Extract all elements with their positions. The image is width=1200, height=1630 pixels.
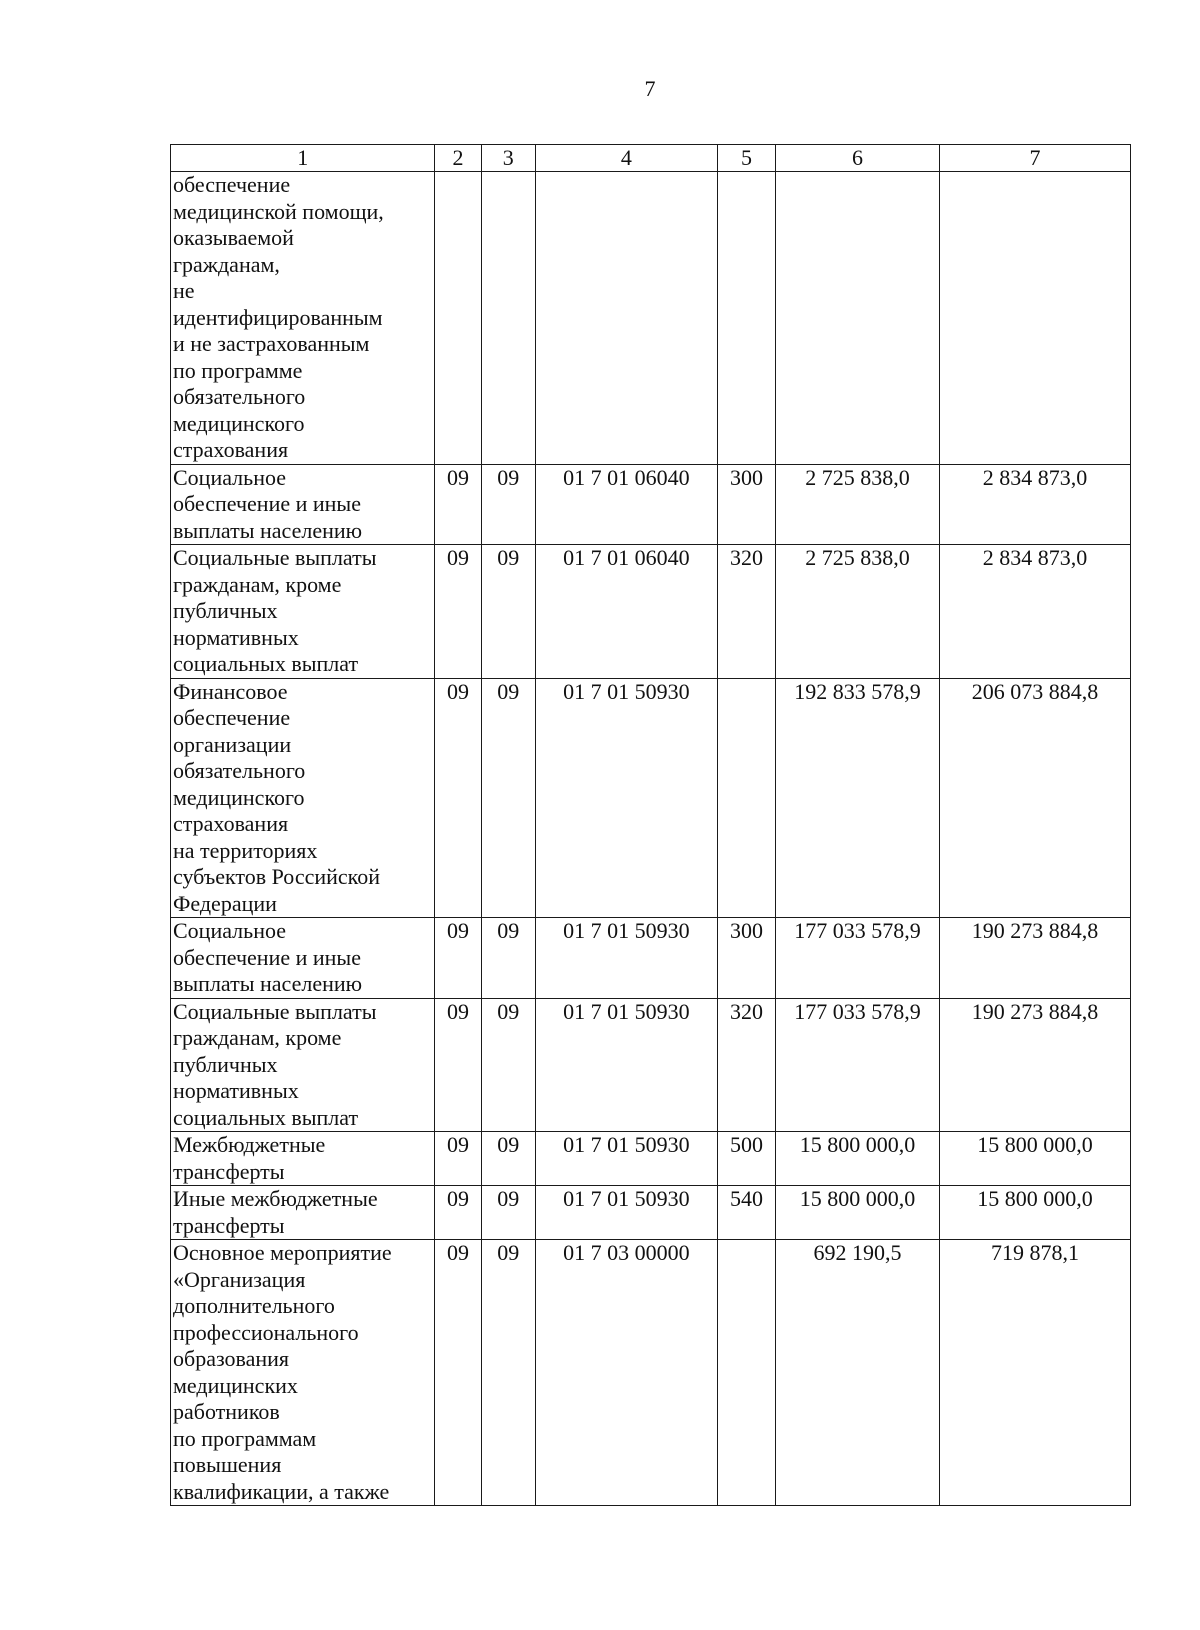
target-article-cell [535, 172, 717, 465]
row-name-line: публичных [173, 598, 278, 623]
header-col-6: 6 [776, 145, 940, 172]
row-name-line: оказываемой [173, 225, 294, 250]
table-row [171, 464, 1131, 545]
section-code-cell: 09 [435, 1240, 481, 1506]
amount-year2-cell: 719 878,1 [939, 1240, 1130, 1506]
amount-year1-cell: 192 833 578,9 [776, 678, 940, 918]
target-article-cell: 01 7 01 50930 [535, 918, 717, 999]
row-name-line: Межбюджетные [173, 1132, 326, 1157]
row-name-cell [171, 1132, 435, 1186]
amount-year2-cell: 2 834 873,0 [939, 545, 1130, 679]
row-name-cell [171, 678, 435, 918]
amount-year1-cell: 177 033 578,9 [776, 918, 940, 999]
row-name-line: дополнительного [173, 1293, 335, 1318]
row-name-cell [171, 1240, 435, 1506]
row-name-line: медицинских [173, 1372, 298, 1398]
table-row [171, 172, 1131, 465]
section-code-cell: 09 [435, 1132, 481, 1186]
page-number: 7 [644, 76, 656, 101]
table-header-row [171, 145, 1131, 172]
row-name-line: обеспечение и иные [173, 944, 361, 970]
row-name-line: Основное мероприятие [173, 1240, 392, 1265]
row-name-line: медицинской помощи, [173, 198, 384, 224]
section-code-cell [435, 172, 481, 465]
row-name-cell [171, 1186, 435, 1240]
section-code-cell: 09 [435, 464, 481, 545]
expense-type-cell [717, 172, 775, 465]
header-col-7: 7 [939, 145, 1130, 172]
row-name-line: социальных выплат [173, 1104, 359, 1130]
amount-year1-cell: 2 725 838,0 [776, 464, 940, 545]
table-row [171, 678, 1131, 918]
row-name-line: трансферты [173, 1212, 285, 1238]
row-name-line: обеспечение и иные [173, 491, 361, 516]
target-article-cell: 01 7 03 00000 [535, 1240, 717, 1506]
row-name-line: выплаты населению [173, 971, 363, 996]
row-name-line: по программам [173, 1425, 317, 1451]
row-name-line: Социальное [173, 918, 286, 943]
row-name-line: Иные межбюджетные [173, 1186, 378, 1211]
row-name-line: гражданам, кроме [173, 571, 342, 597]
section-code-cell: 09 [435, 918, 481, 999]
row-name-line: образования [173, 1346, 290, 1371]
table-row [171, 545, 1131, 679]
expense-type-cell: 500 [717, 1132, 775, 1186]
target-article-cell: 01 7 01 50930 [535, 678, 717, 918]
amount-year1-cell [776, 172, 940, 465]
section-code-cell: 09 [435, 1186, 481, 1240]
amount-year2-cell: 190 273 884,8 [939, 918, 1130, 999]
header-col-2: 2 [435, 145, 481, 172]
header-col-5: 5 [717, 145, 775, 172]
row-name-cell [171, 464, 435, 545]
amount-year1-cell: 15 800 000,0 [776, 1132, 940, 1186]
target-article-cell: 01 7 01 50930 [535, 998, 717, 1132]
expense-type-cell: 300 [717, 918, 775, 999]
row-name-line: квалификации, а также [173, 1478, 390, 1504]
header-col-4: 4 [535, 145, 717, 172]
subsection-code-cell: 09 [481, 678, 535, 918]
amount-year1-cell: 177 033 578,9 [776, 998, 940, 1132]
header-col-3: 3 [481, 145, 535, 172]
amount-year2-cell: 15 800 000,0 [939, 1186, 1130, 1240]
row-name-line: профессионального [173, 1319, 359, 1345]
expense-type-cell: 540 [717, 1186, 775, 1240]
row-name-line: по программе [173, 357, 303, 383]
row-name-line: гражданам, [173, 251, 280, 277]
target-article-cell: 01 7 01 06040 [535, 545, 717, 679]
row-name-cell [171, 172, 435, 465]
subsection-code-cell: 09 [481, 464, 535, 545]
amount-year2-cell: 15 800 000,0 [939, 1132, 1130, 1186]
row-name-line: организации [173, 731, 292, 757]
table-row [171, 1240, 1131, 1506]
subsection-code-cell: 09 [481, 1240, 535, 1506]
row-name-line: трансферты [173, 1158, 285, 1184]
row-name-line: медицинского [173, 784, 305, 810]
row-name-line: Финансовое [173, 678, 288, 704]
amount-year2-cell: 190 273 884,8 [939, 998, 1130, 1132]
subsection-code-cell: 09 [481, 918, 535, 999]
row-name-cell [171, 918, 435, 999]
expense-type-cell: 300 [717, 464, 775, 545]
section-code-cell: 09 [435, 545, 481, 679]
row-name-line: страхования [173, 811, 289, 836]
row-name-line: нормативных [173, 624, 299, 650]
row-name-line: социальных выплат [173, 651, 359, 676]
amount-year2-cell: 206 073 884,8 [939, 678, 1130, 918]
section-code-cell: 09 [435, 678, 481, 918]
row-name-line: Социальные выплаты [173, 998, 377, 1024]
row-name-line: страхования [173, 437, 289, 462]
row-name-line: «Организация [173, 1266, 306, 1292]
row-name-line: Социальное [173, 464, 286, 490]
row-name-line: работников [173, 1399, 280, 1424]
target-article-cell: 01 7 01 06040 [535, 464, 717, 545]
expense-type-cell [717, 678, 775, 918]
row-name-line: обязательного [173, 758, 306, 783]
row-name-line: медицинского [173, 410, 305, 436]
row-name-line: идентифицированным [173, 304, 383, 330]
subsection-code-cell: 09 [481, 1186, 535, 1240]
budget-table [170, 144, 1131, 1506]
expense-type-cell [717, 1240, 775, 1506]
subsection-code-cell: 09 [481, 998, 535, 1132]
row-name-cell [171, 998, 435, 1132]
subsection-code-cell: 09 [481, 1132, 535, 1186]
target-article-cell: 01 7 01 50930 [535, 1132, 717, 1186]
table-row [171, 918, 1131, 999]
section-code-cell: 09 [435, 998, 481, 1132]
table-body [171, 172, 1131, 1506]
target-article-cell: 01 7 01 50930 [535, 1186, 717, 1240]
expense-type-cell: 320 [717, 998, 775, 1132]
header-col-1: 1 [171, 145, 435, 172]
amount-year1-cell: 15 800 000,0 [776, 1186, 940, 1240]
subsection-code-cell [481, 172, 535, 465]
table-row [171, 998, 1131, 1132]
amount-year2-cell [939, 172, 1130, 465]
row-name-line: не [173, 278, 195, 303]
amount-year2-cell: 2 834 873,0 [939, 464, 1130, 545]
row-name-line: субъектов Российской [173, 864, 381, 889]
subsection-code-cell: 09 [481, 545, 535, 679]
row-name-line: публичных [173, 1051, 278, 1077]
amount-year1-cell: 2 725 838,0 [776, 545, 940, 679]
table-row [171, 1186, 1131, 1240]
row-name-line: гражданам, кроме [173, 1025, 342, 1050]
row-name-line: выплаты населению [173, 517, 363, 543]
row-name-line: нормативных [173, 1078, 299, 1103]
table-row [171, 1132, 1131, 1186]
row-name-line: обязательного [173, 384, 306, 409]
row-name-line: повышения [173, 1452, 282, 1477]
row-name-line: обеспечение [173, 172, 291, 197]
row-name-line: обеспечение [173, 705, 291, 730]
row-name-line: на территориях [173, 837, 318, 863]
row-name-cell [171, 545, 435, 679]
amount-year1-cell: 692 190,5 [776, 1240, 940, 1506]
row-name-line: и не застрахованным [173, 331, 370, 356]
expense-type-cell: 320 [717, 545, 775, 679]
row-name-line: Федерации [173, 890, 277, 916]
row-name-line: Социальные выплаты [173, 545, 377, 570]
